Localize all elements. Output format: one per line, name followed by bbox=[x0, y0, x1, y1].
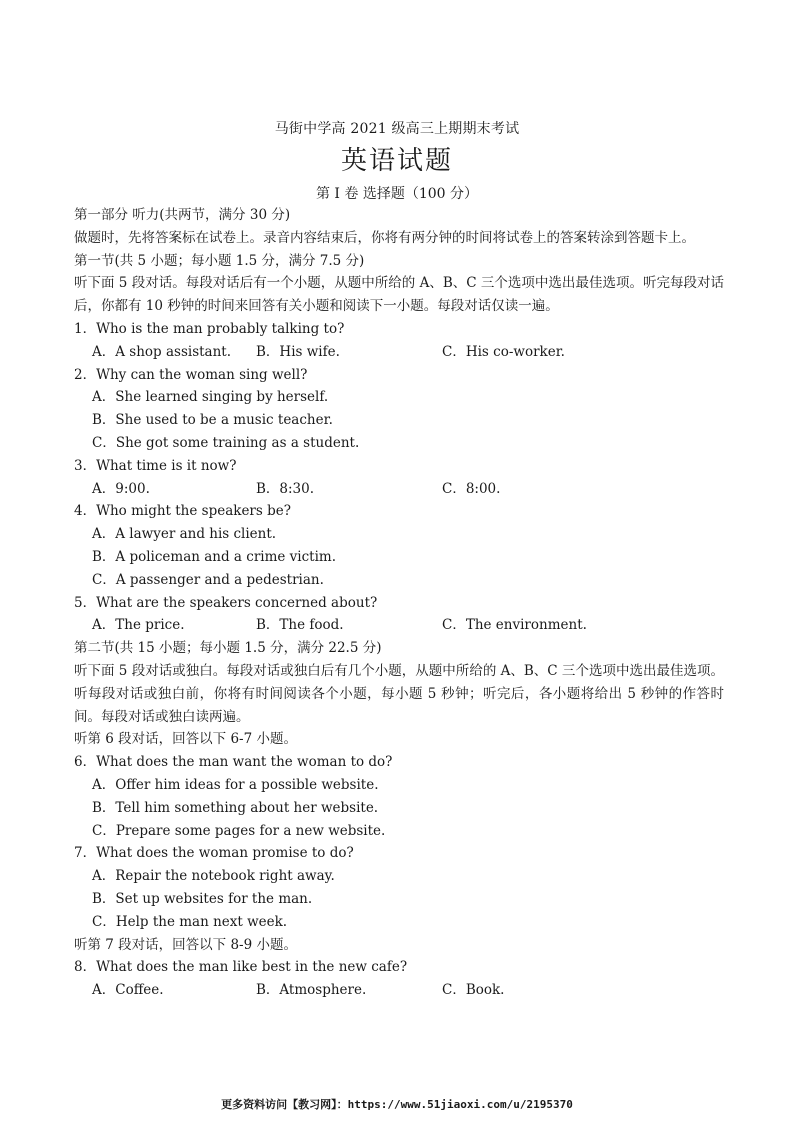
option-b: B．Atmosphere. bbox=[256, 982, 367, 999]
option-row bbox=[74, 478, 724, 501]
footer-link[interactable]: 更多资料访问【教习网】：https://www.51jiaoxi.com/u/2195370 bbox=[221, 1098, 573, 1111]
exam-body bbox=[74, 204, 724, 1002]
option-a: A．The price. bbox=[92, 617, 185, 634]
question-stem: 8．What does the man like best in the new cafe? bbox=[74, 959, 408, 976]
question-stem: 4．Who might the speakers be? bbox=[74, 503, 291, 520]
option-a: A．9:00. bbox=[92, 480, 150, 497]
option-b: B．Tell him something about her website. bbox=[92, 799, 379, 816]
part1-instruction: 做题时，先将答案标在试卷上。录音内容结束后，你将有两分钟的时间将试卷上的答案转涂到答题卡上。 bbox=[74, 229, 695, 246]
dialogue6-intro: 听第 6 段对话，回答以下 6-7 小题。 bbox=[74, 731, 297, 748]
exam-title: 英语试题 bbox=[340, 146, 453, 176]
option-b: B．Set up websites for the man. bbox=[92, 890, 313, 907]
question-stem: 3．What time is it now? bbox=[74, 457, 237, 474]
section1-heading: 第一节(共 5 小题；每小题 1.5 分，满分 7.5 分) bbox=[74, 252, 365, 269]
option-row bbox=[74, 341, 724, 364]
question-stem: 1．Who is the man probably talking to? bbox=[74, 320, 345, 337]
question-stem: 6．What does the man want the woman to do? bbox=[74, 754, 393, 771]
option-row bbox=[74, 979, 724, 1002]
option-b: B．His wife. bbox=[256, 343, 340, 360]
option-c: C．She got some training as a student. bbox=[92, 434, 360, 451]
option-row bbox=[74, 614, 724, 637]
question-stem: 7．What does the woman promise to do? bbox=[74, 845, 354, 862]
exam-subtitle: 马街中学高 2021 级高三上期期末考试 bbox=[274, 121, 520, 137]
section2-instruction: 听下面 5 段对话或独白。每段对话或独白后有几个小题，从题中所给的 A、B、C 三个选项中选出最佳选项。听每段对话或独白前，你将有时间阅读各个小题，每小题 5 秒钟；听完后，各小题将给出 5 秒钟的作答时间。每段对话或独白读两遍。 bbox=[74, 662, 724, 725]
option-a: A．Repair the notebook right away. bbox=[92, 868, 335, 885]
volume-heading: 第 I 卷 选择题（100 分） bbox=[315, 186, 479, 202]
option-a: A．Coffee. bbox=[92, 982, 164, 999]
question-stem: 5．What are the speakers concerned about? bbox=[74, 594, 378, 611]
option-a: A．She learned singing by herself. bbox=[92, 389, 329, 406]
section1-instruction: 听下面 5 段对话。每段对话后有一个小题，从题中所给的 A、B、C 三个选项中选出最佳选项。听完每段对话后，你都有 10 秒钟的时间来回答有关小题和阅读下一小题。每段对话仅读一遍。 bbox=[74, 275, 724, 315]
option-a: A．A shop assistant. bbox=[92, 343, 232, 360]
option-b: B．She used to be a music teacher. bbox=[92, 412, 333, 429]
option-c: C．The environment. bbox=[442, 617, 587, 634]
option-a: A．Offer him ideas for a possible website. bbox=[92, 776, 379, 793]
section2-heading: 第二节(共 15 小题；每小题 1.5 分，满分 22.5 分) bbox=[74, 640, 382, 657]
part1-heading: 第一部分 听力(共两节，满分 30 分) bbox=[74, 207, 291, 223]
option-b: B．A policeman and a crime victim. bbox=[92, 548, 337, 565]
option-c: C．His co-worker. bbox=[442, 343, 565, 360]
dialogue7-intro: 听第 7 段对话，回答以下 8-9 小题。 bbox=[74, 936, 297, 953]
option-c: C．Prepare some pages for a new website. bbox=[92, 822, 386, 839]
question-stem: 2．Why can the woman sing well? bbox=[74, 366, 308, 383]
option-b: B．8:30. bbox=[256, 480, 315, 497]
option-c: C．8:00. bbox=[442, 480, 501, 497]
option-c: C．Help the man next week. bbox=[92, 913, 288, 930]
option-a: A．A lawyer and his client. bbox=[92, 526, 277, 543]
option-c: C．Book. bbox=[442, 982, 505, 999]
option-b: B．The food. bbox=[256, 617, 344, 634]
option-c: C．A passenger and a pedestrian. bbox=[92, 571, 324, 588]
